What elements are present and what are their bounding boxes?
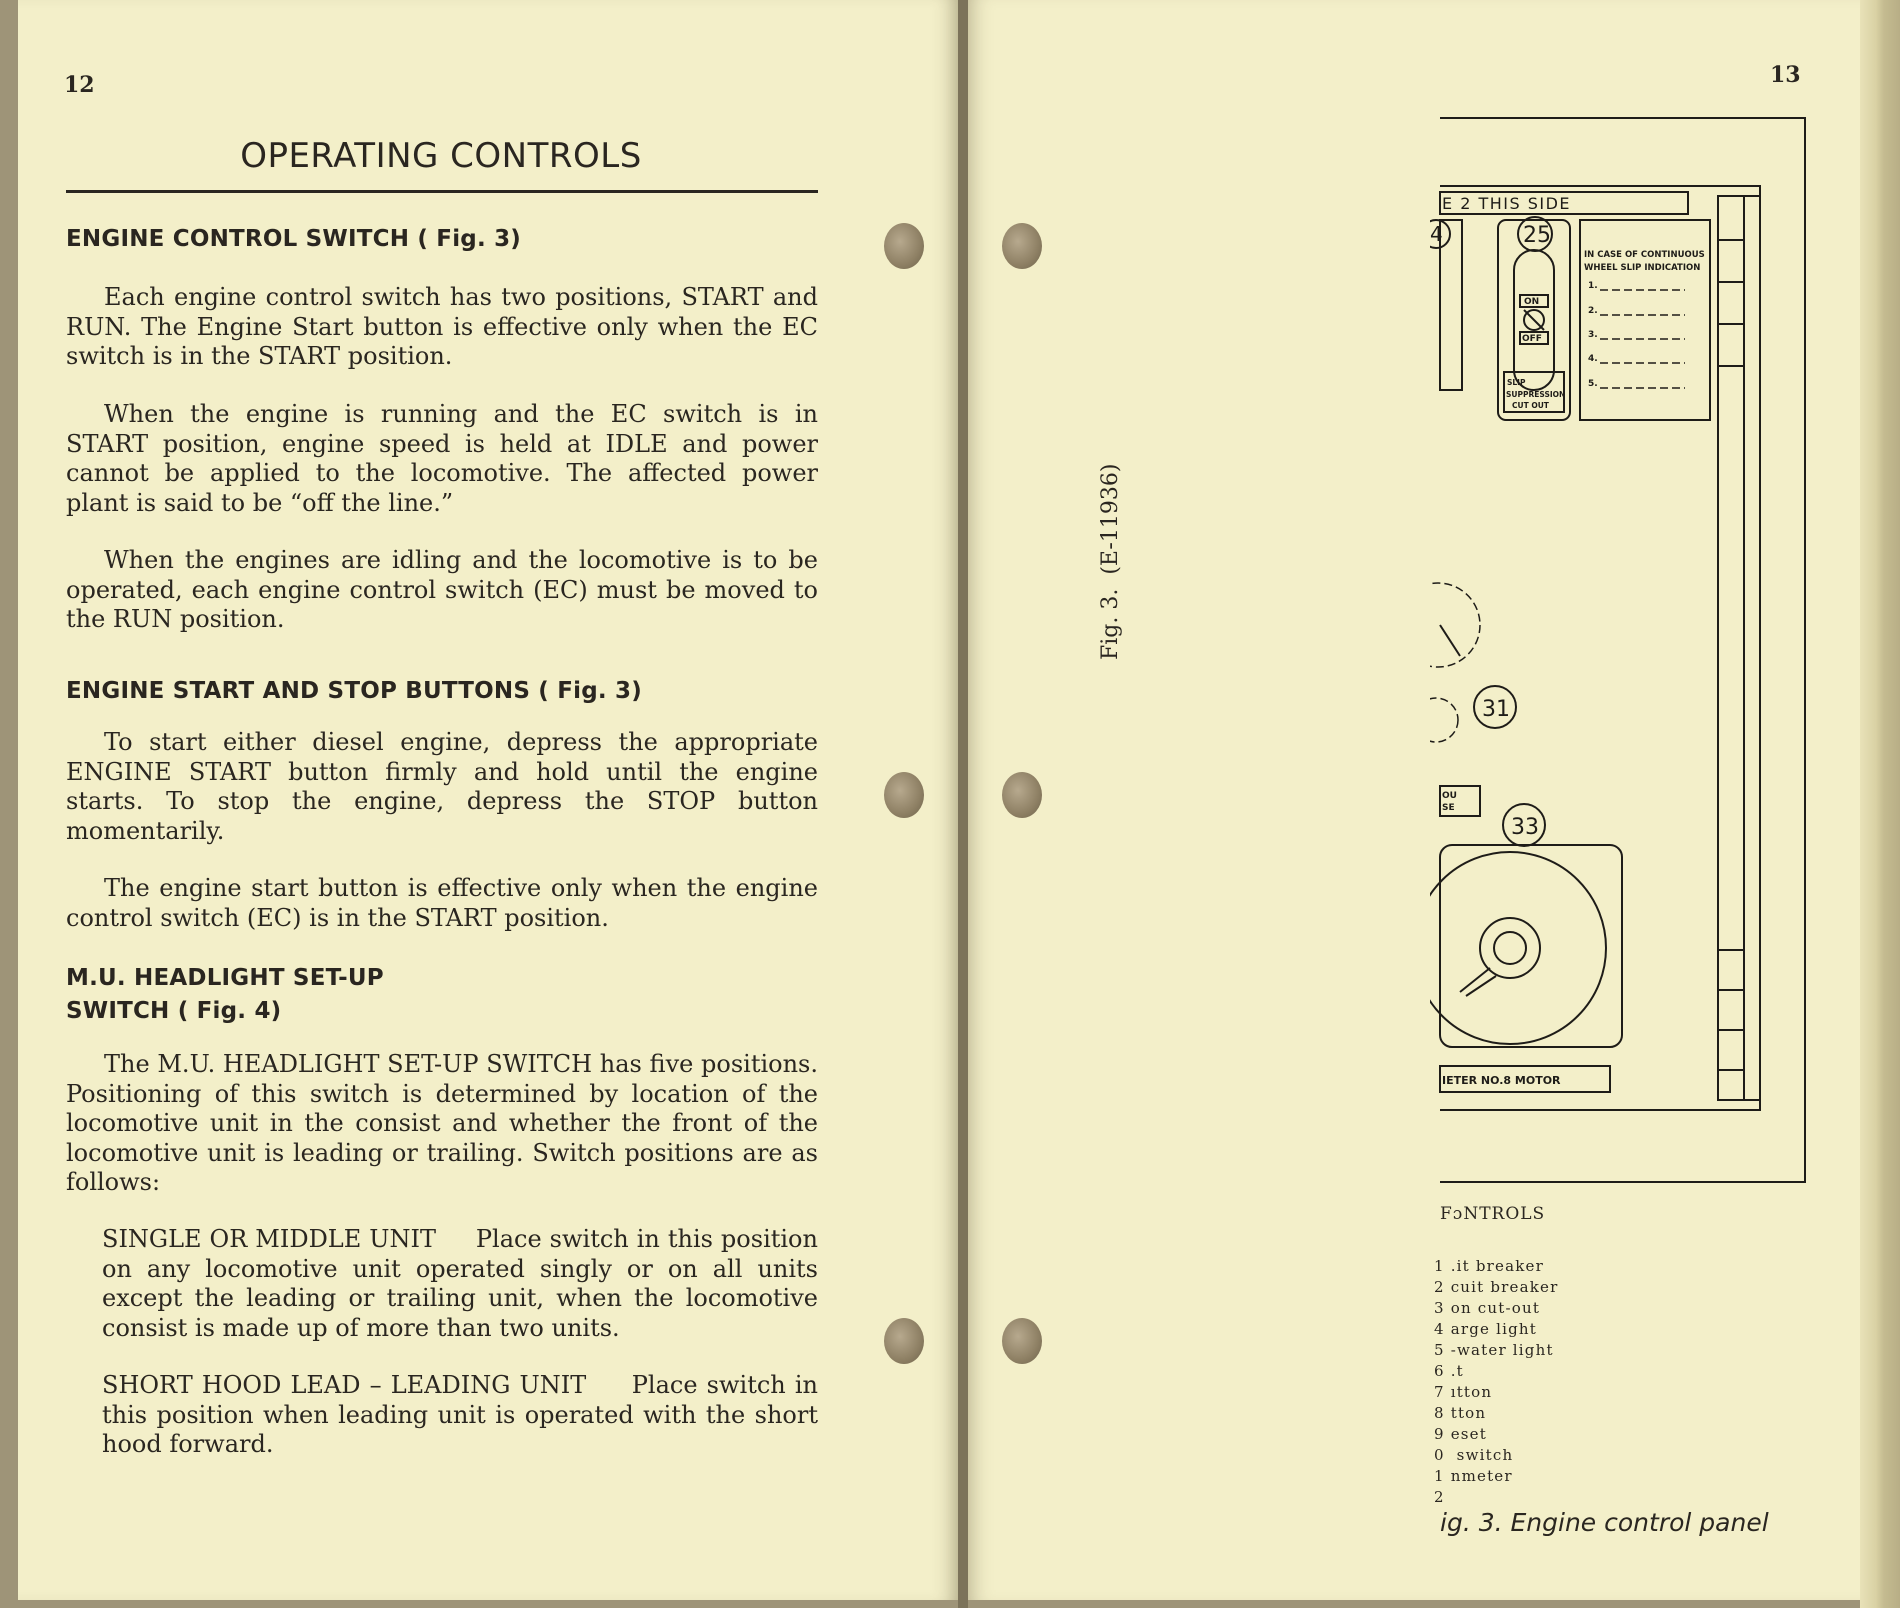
legend-item: 2 cuit breaker (1434, 1278, 1559, 1296)
page-number-left: 12 (64, 72, 95, 98)
paragraph: Each engine control switch has two positions, START and RUN. The Engine Start button is effective only when the EC switch is in the START position. (66, 283, 818, 370)
slip-line-num: 2. (1588, 306, 1598, 316)
switch-position-item (102, 1371, 818, 1460)
paragraph: The engine start button is effective only when the engine control switch (EC) is in the START position. (66, 874, 818, 932)
switch-position-label: SINGLE OR MIDDLE UNIT (102, 1225, 436, 1253)
switch-position-label: SHORT HOOD LEAD – LEADING UNIT (102, 1371, 587, 1399)
binder-hole (884, 772, 924, 818)
side-fragment-label: OU (1442, 791, 1457, 801)
page-number-right: 13 (1770, 62, 1801, 88)
callout-33: 33 (1511, 815, 1539, 840)
switch-position-text: Place switch in this position on any locomotive unit operated singly or on all units except the leading or trailing unit, when the locomotive consist is made up of more than two units. (102, 1225, 818, 1342)
switch-position-text: Place switch in this position when leading unit is operated with the short hood forward. (102, 1371, 818, 1458)
switch-off-label: OFF (1522, 334, 1542, 344)
switch-on-label: ON (1524, 297, 1540, 307)
slip-line-num: 3. (1588, 330, 1598, 340)
slip-box-title-line2: WHEEL SLIP INDICATION (1584, 263, 1701, 273)
paragraph: When the engines are idling and the locomotive is to be operated, each engine control switch (EC) must be moved to the RUN position. (66, 546, 818, 633)
motor-meter-label: IETER NO.8 MOTOR (1442, 1074, 1561, 1087)
title-rule (66, 190, 818, 193)
slip-cutout-label: SLIP (1507, 378, 1526, 387)
binder-hole (1002, 772, 1042, 818)
binder-hole (884, 1318, 924, 1364)
engine-control-panel-drawing (1430, 110, 1830, 1200)
legend-title: FɔNTROLS (1440, 1204, 1546, 1224)
legend-item: 1 .it breaker (1434, 1257, 1545, 1275)
vertical-figure-caption: Fig. 3. (E-11936) (1098, 463, 1123, 660)
paragraph: To start either diesel engine, depress the appropriate ENGINE START button firmly and hold until the engine starts. To stop the engine, depress the STOP button momentarily. (66, 728, 818, 845)
page-title: OPERATING CONTROLS (240, 136, 642, 176)
legend-item: 6 .t (1434, 1362, 1464, 1380)
legend-item: 0 switch (1434, 1446, 1514, 1464)
paragraph: The M.U. HEADLIGHT SET-UP SWITCH has five positions. Positioning of this switch is determined by location of the locomotive unit in the consist and whether the front of the locomotive unit is leading or trailing. Switch positions are as follows: (66, 1050, 818, 1196)
slip-line-num: 4. (1588, 354, 1598, 364)
legend-item: 8 tton (1434, 1404, 1487, 1422)
paragraph: When the engine is running and the EC switch is in START position, engine speed is held at IDLE and power cannot be applied to the locomotive. The affected power plant is said to be “off the line.” (66, 400, 818, 517)
slip-line-num: 5. (1588, 379, 1598, 389)
legend-item: 9 eset (1434, 1425, 1487, 1443)
legend-item: 2 (1434, 1488, 1445, 1506)
binder-hole (884, 223, 924, 269)
section-heading-mu-headlight-line2: SWITCH ( Fig. 4) (66, 998, 282, 1024)
legend-item: 4 arge light (1434, 1320, 1537, 1338)
legend-list (1434, 1256, 1559, 1508)
section-heading-mu-headlight: M.U. HEADLIGHT SET-UP (66, 965, 384, 991)
page-edge-stack (1860, 0, 1900, 1608)
side-fragment-label: SE (1442, 803, 1455, 813)
legend-item: 5 -water light (1434, 1341, 1554, 1359)
panel-this-side-label: E 2 THIS SIDE (1442, 194, 1572, 213)
slip-cutout-label: SUPPRESSION (1506, 390, 1566, 399)
book-gutter (958, 0, 968, 1608)
binder-hole (1002, 1318, 1042, 1364)
slip-cutout-label: CUT OUT (1512, 401, 1549, 410)
slip-box-title-line1: IN CASE OF CONTINUOUS (1584, 250, 1705, 260)
legend-item: 1 nmeter (1434, 1467, 1513, 1485)
figure-caption: ig. 3. Engine control panel (1440, 1508, 1769, 1537)
section-heading-engine-start-stop: ENGINE START AND STOP BUTTONS ( Fig. 3) (66, 678, 642, 704)
callout-4: 4 (1430, 222, 1443, 246)
binder-hole (1002, 223, 1042, 269)
slip-line-num: 1. (1588, 281, 1598, 291)
section-heading-engine-control-switch: ENGINE CONTROL SWITCH ( Fig. 3) (66, 226, 522, 252)
callout-25: 25 (1523, 223, 1551, 248)
switch-position-item (102, 1225, 818, 1343)
legend-item: 3 on cut-out (1434, 1299, 1541, 1317)
callout-31: 31 (1482, 697, 1510, 722)
legend-item: 7 ıtton (1434, 1383, 1493, 1401)
